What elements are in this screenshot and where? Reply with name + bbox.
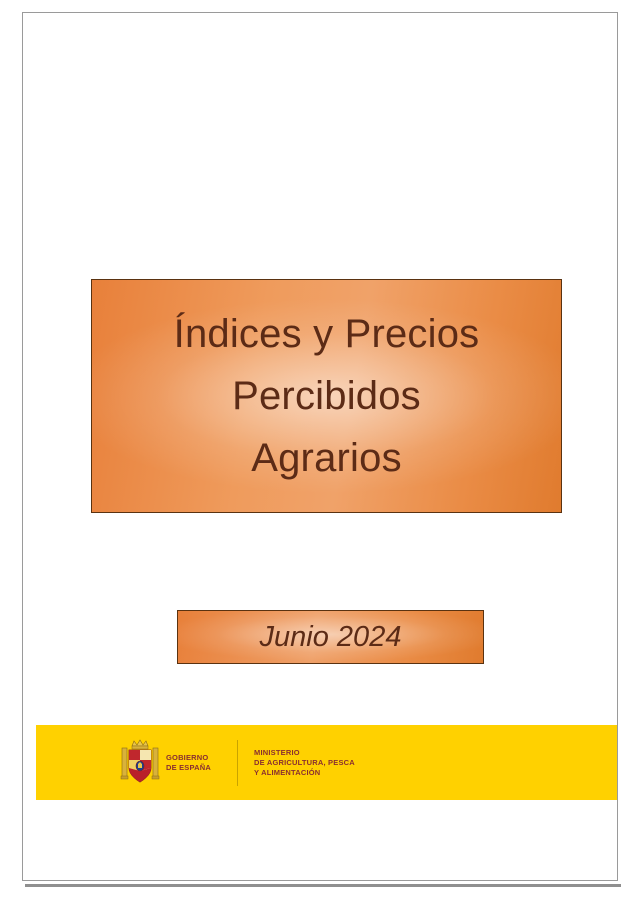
page-shadow xyxy=(25,884,621,887)
document-date-plaque xyxy=(177,610,484,664)
government-label-line-2: DE ESPAÑA xyxy=(166,762,212,772)
government-label xyxy=(166,753,211,772)
spain-coat-of-arms-icon xyxy=(120,738,160,788)
document-date-label: Junio 2024 xyxy=(259,620,402,653)
document-page xyxy=(22,12,618,881)
footer-divider xyxy=(237,740,238,786)
government-label-line-1: GOBIERNO xyxy=(166,753,209,762)
ministry-label xyxy=(254,748,355,778)
page-title-line-1: Índices y Precios xyxy=(173,312,480,356)
crest-container xyxy=(36,738,166,788)
ministry-label-line-3: Y ALIMENTACIÓN xyxy=(254,767,321,777)
page-title-line-2: Percibidos xyxy=(232,374,421,418)
page-title-line-3: Agrarios xyxy=(251,436,402,480)
ministry-label-line-1: MINISTERIO xyxy=(254,747,300,757)
ministry-label-line-2: DE AGRICULTURA, PESCA xyxy=(254,757,355,767)
government-footer-band xyxy=(36,725,617,800)
document-title-plaque xyxy=(91,279,562,513)
